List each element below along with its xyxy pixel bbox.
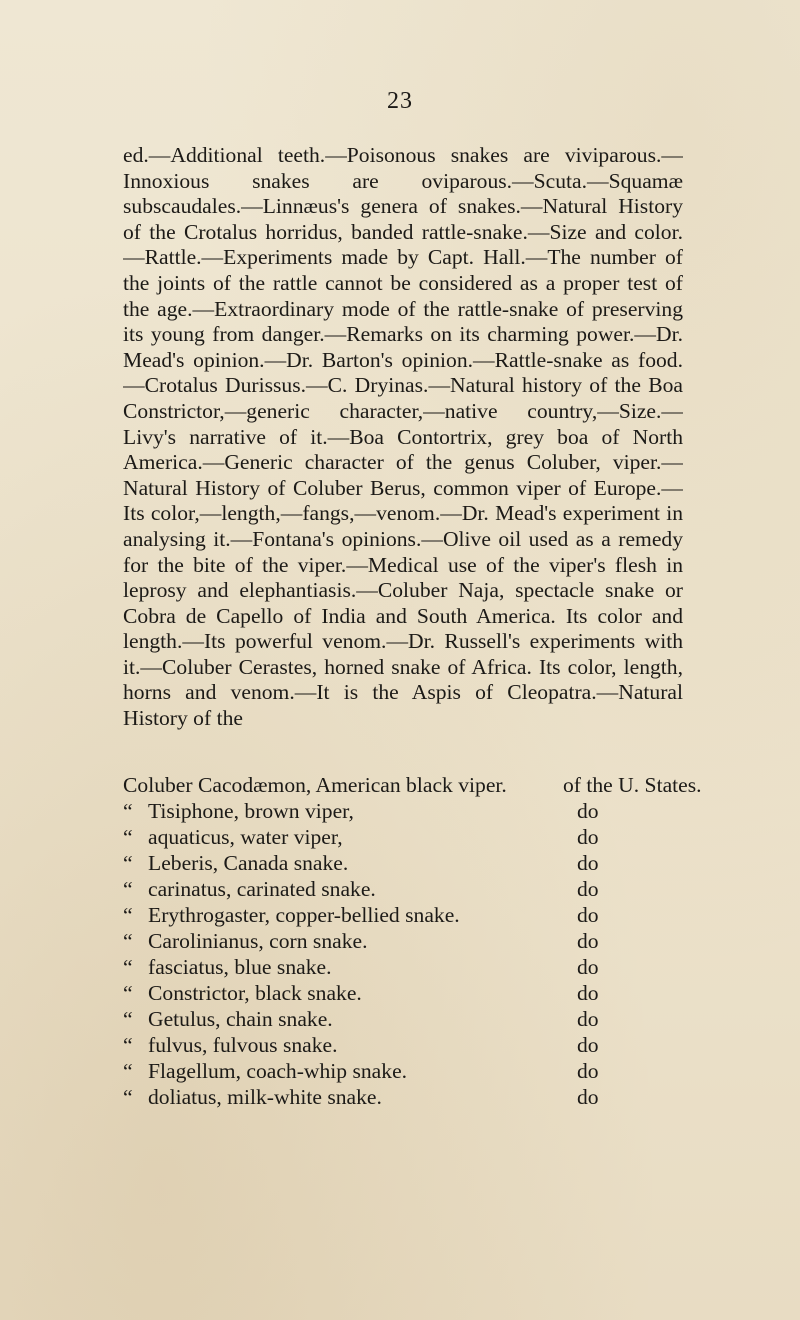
species-ref: do — [577, 955, 599, 979]
species-name: carinatus, carinated snake. — [148, 877, 376, 901]
species-name: doliatus, milk-white snake. — [148, 1085, 382, 1109]
species-ref: do — [577, 877, 599, 901]
species-name: aquaticus, water viper, — [148, 825, 343, 849]
ditto-mark: “ — [123, 955, 133, 979]
list-item — [123, 772, 702, 798]
ditto-mark: “ — [123, 825, 133, 849]
list-item — [123, 980, 683, 1006]
ditto-mark: “ — [123, 1085, 133, 1109]
list-item — [123, 850, 683, 876]
species-ref: do — [577, 1007, 599, 1031]
species-name: Leberis, Canada snake. — [148, 851, 349, 875]
species-name: fasciatus, blue snake. — [148, 955, 332, 979]
species-ref: do — [577, 1033, 599, 1057]
list-item — [123, 798, 683, 824]
page-number: 23 — [387, 88, 413, 114]
list-item — [123, 954, 683, 980]
list-item — [123, 902, 683, 928]
ditto-mark: “ — [123, 877, 133, 901]
list-item — [123, 1032, 683, 1058]
species-name: Erythrogaster, copper-bellied snake. — [148, 903, 460, 927]
ditto-mark: “ — [123, 1033, 133, 1057]
species-ref: of the U. States. — [563, 773, 702, 797]
ditto-mark: “ — [123, 1059, 133, 1083]
ditto-mark: “ — [123, 929, 133, 953]
list-item — [123, 1006, 683, 1032]
species-name: Constrictor, black snake. — [148, 981, 362, 1005]
species-ref: do — [577, 799, 599, 823]
species-ref: do — [577, 1085, 599, 1109]
species-name: fulvus, fulvous snake. — [148, 1033, 338, 1057]
species-ref: do — [577, 851, 599, 875]
contents-paragraph: ed.—Additional teeth.—Poisonous snakes are viviparous.—Innoxious snakes are oviparous.—Scuta.—Squamæ subscaudales.—Linnæus's genera of snakes.—Natural History of the Crotalus horridus, banded rattle-snake.—Size and color.—Rattle.—Experiments made by Capt. Hall.—The number of the joints of the rattle cannot be considered as a proper test of the age.—Extraordinary mode of the rattle-snake of preserving its young from danger.—Remarks on its charming power.—Dr. Mead's opinion.—Dr. Barton's opinion.—Rattle-snake as food.—Crotalus Durissus.—C. Dryinas.—Natural history of the Boa Constrictor,—generic character,—native country,—Size.—Livy's narrative of it.—Boa Contortrix, grey boa of North America.—Generic character of the genus Coluber, viper.—Natural History of Coluber Berus, common viper of Europe.—Its color,—length,—fangs,—venom.—Dr. Mead's experiment in analysing it.—Fontana's opinions.—Olive oil used as a remedy for the bite of the viper.—Medical use of the viper's flesh in leprosy and elephantiasis.—Coluber Naja, spectacle snake or Cobra de Capello of India and South America. Its color and length.—Its powerful venom.—Dr. Russell's experiments with it.—Coluber Cerastes, horned snake of Africa. Its color, length, horns and venom.—It is the Aspis of Cleopatra.—Natural History of the — [123, 143, 683, 731]
ditto-mark: “ — [123, 1007, 133, 1031]
species-ref: do — [577, 981, 599, 1005]
ditto-mark: “ — [123, 903, 133, 927]
species-name: Carolinianus, corn snake. — [148, 929, 368, 953]
species-ref: do — [577, 929, 599, 953]
list-item — [123, 928, 683, 954]
list-item — [123, 1084, 683, 1110]
species-name: Tisiphone, brown viper, — [148, 799, 354, 823]
ditto-mark: “ — [123, 851, 133, 875]
species-ref: do — [577, 903, 599, 927]
ditto-mark: “ — [123, 799, 133, 823]
species-list — [123, 772, 702, 1110]
ditto-mark: “ — [123, 981, 133, 1005]
species-name: Flagellum, coach-whip snake. — [148, 1059, 408, 1083]
list-item — [123, 1058, 683, 1084]
species-ref: do — [577, 1059, 599, 1083]
species-name: Coluber Cacodæmon, American black viper. — [123, 773, 507, 797]
list-item — [123, 876, 683, 902]
list-item — [123, 824, 683, 850]
species-name: Getulus, chain snake. — [148, 1007, 333, 1031]
species-ref: do — [577, 825, 599, 849]
